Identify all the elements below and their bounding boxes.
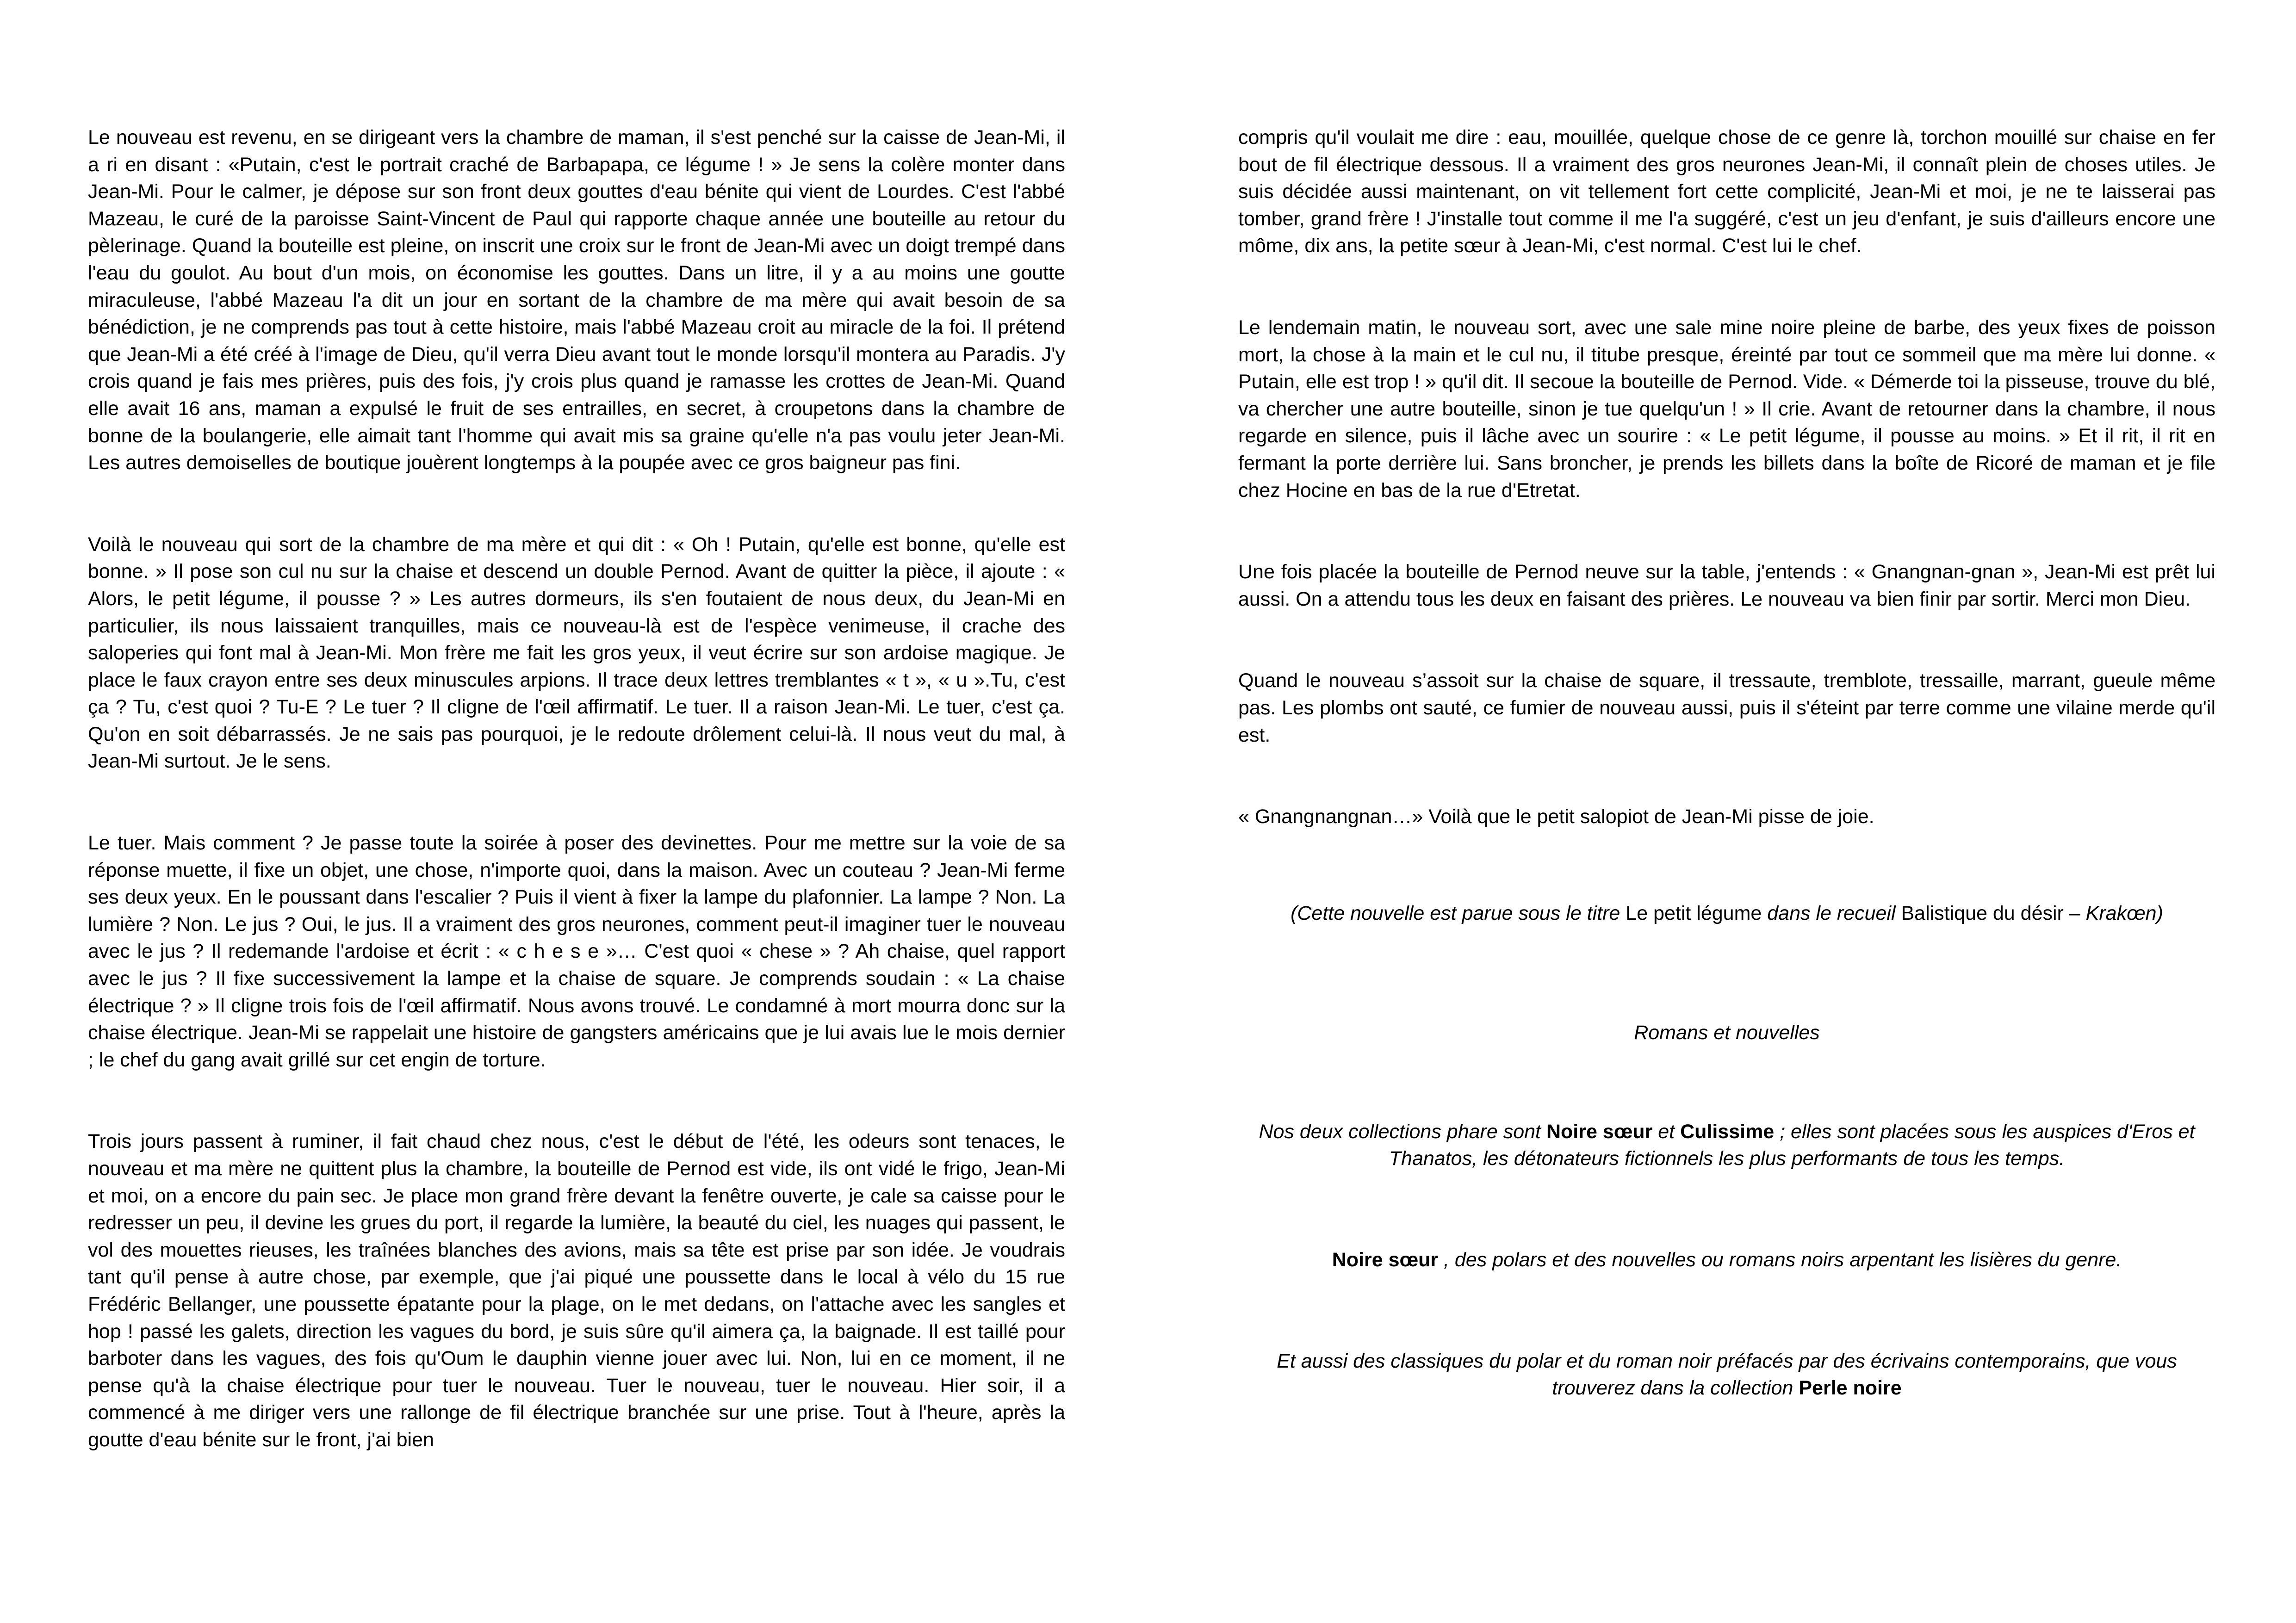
noire-soeur-rest: , des polars et des nouvelles ou romans noirs arpentant les lisières du genre. (1438, 1249, 2122, 1271)
left-paragraph-3: Le tuer. Mais comment ? Je passe toute la soirée à poser des devinettes. Pour me mettre sur la voie de sa réponse muette, il fixe un objet, une chose, n'importe quoi, dans la maison. Avec un couteau ? Jean-Mi ferme ses deux yeux. En le poussant dans l'escalier ? Puis il vient à fixer la lampe du plafonnier. La lampe ? Non. La lumière ? Non. Le jus ? Oui, le jus. Il a vraiment des gros neurones, comment peut-il imaginer tuer le nouveau avec le jus ? Il redemande l'ardoise et écrit : « c h e s e »… C'est quoi « chese » ? Ah chaise, quel rapport avec le jus ? Il fixe successivement la lampe et la chaise de square. Je comprends soudain : « La chaise électrique ? » Il cligne trois fois de l'œil affirmatif. Nous avons trouvé. Le condamné à mort mourra donc sur la chaise électrique. Jean-Mi se rappelait une histoire de gangsters américains que je lui avais lue le mois dernier ; le chef du gang avait grillé sur cet engin de torture. (88, 832, 1065, 1071)
romans-heading: Romans et nouvelles (1634, 1022, 1820, 1044)
left-paragraph-4: Trois jours passent à ruminer, il fait chaud chez nous, c'est le début de l'été, les odeurs sont tenaces, le nouveau et ma mère ne quittent plus la chambre, la bouteille de Pernod est vide, ils ont vidé le frigo, Jean-Mi et moi, on a encore du pain sec. Je place mon grand frère devant la fenêtre ouverte, je cale sa caisse pour le redresser un peu, il devine les grues du port, il regarde la lumière, la beauté du ciel, les nuages qui passent, le vol des mouettes rieuses, les traînées blanches des avions, mais sa tête est prise par son idée. Je voudrais tant qu'il pense à autre chose, par exemple, que j'ai piqué une poussette dans le local à vélo du 15 rue Frédéric Bellanger, une poussette épatante pour la plage, on le met dedans, on l'attache avec les sangles et hop ! passé les galets, direction les vagues du bord, je suis sûre qu'il aimera ça, la baignade. Il est taillé pour barboter dans les vagues, des fois qu'Oum le dauphin vienne jouer avec lui. Non, lui en ce moment, il ne pense qu'à la chaise électrique pour tuer le nouveau. Tuer le nouveau, tuer le nouveau. Hier soir, il a commencé à me diriger vers une rallonge de fil électrique branchée sur une prise. Tout à l'heure, après la goutte d'eau bénite sur le front, j'ai bien (88, 1130, 1065, 1451)
right-paragraph-2: Le lendemain matin, le nouveau sort, avec une sale mine noire pleine de barbe, des yeux fixes de poisson mort, la chose à la main et le cul nu, il titube presque, éreinté par tout ce sommeil que ma mère lui donne. « Putain, elle est trop ! » qu'il dit. Il secoue la bouteille de Pernod. Vide. « Démerde toi la pisseuse, trouve du blé, va chercher une autre bouteille, sinon je tue quelqu'un ! » Il crie. Avant de retourner dans la chambre, il nous regarde en silence, puis il lâche avec un sourire : « Le petit légume, il pousse au moins. » Et il rit, il rit en fermant la porte derrière lui. Sans broncher, je prends les billets dans la boîte de Ricoré de maman et je file chez Hocine en bas de la rue d'Etretat. (1238, 316, 2215, 502)
right-page (1238, 124, 2215, 1402)
collections-and: et (1652, 1120, 1681, 1143)
collections-intro: Nos deux collections phare sont (1259, 1120, 1546, 1143)
right-paragraph-1: compris qu'il voulait me dire : eau, mouillée, quelque chose de ce genre là, torchon mouillé sur chaise en fer bout de fil électrique dessous. Il a vraiment des gros neurones Jean-Mi, il connaît plein de choses utiles. Je suis décidée aussi maintenant, on vit tellement fort cette complicité, Jean-Mi et moi, je ne te laisserai pas tomber, grand frère ! J'installe tout comme il me l'a suggéré, c'est un jeu d'enfant, je suis d'ailleurs encore une môme, dix ans, la petite sœur à Jean-Mi, c'est normal. C'est lui le chef. (1238, 126, 2215, 257)
note-story-title: Le petit légume (1626, 902, 1762, 924)
right-paragraph-3: Une fois placée la bouteille de Pernod neuve sur la table, j'entends : « Gnangnan-gnan », Jean-Mi est prêt lui aussi. On a attendu tous les deux en faisant des prières. Le nouveau va bien finir par sortir. Merci mon Dieu. (1238, 561, 2215, 610)
right-paragraph-4: Quand le nouveau s’assoit sur la chaise de square, il tressaute, tremblote, tressaille, marrant, gueule même pas. Les plombs ont sauté, ce fumier de nouveau aussi, puis il s'éteint par terre comme une vilaine merde qu'il est. (1238, 669, 2215, 746)
note-dash: – (2063, 902, 2086, 924)
left-paragraph-2: Voilà le nouveau qui sort de la chambre de ma mère et qui dit : « Oh ! Putain, qu'elle est bonne, qu'elle est bonne. » Il pose son cul nu sur la chaise et descend un double Pernod. Avant de quitter la pièce, il ajoute : « Alors, le petit légume, il pousse ? » Les autres dormeurs, ils s'en foutaient de nous deux, du Jean-Mi en particulier, ils nous laissaient tranquilles, mais ce nouveau-là est de l'espèce venimeuse, il crache des saloperies qui font mal à Jean-Mi. Mon frère me fait les gros yeux, il veut écrire sur son ardoise magique. Je place le faux crayon entre ses deux minuscules arpions. Il trace deux lettres tremblantes « t », « u ».Tu, c'est ça ? Tu, c'est quoi ? Tu-E ? Le tuer ? Il cligne de l'œil affirmatif. Le tuer. Il a raison Jean-Mi. Le tuer, c'est ça. Qu'on en soit débarrassés. Je ne sais pas pourquoi, je le redoute drôlement celui-là. Il nous veut du mal, à Jean-Mi surtout. Je le sens. (88, 533, 1065, 773)
perle-noire-blurb (1238, 1348, 2215, 1402)
collections-rest: ; elles sont placées sous les auspices d'Eros et Thanatos, les détonateurs fictionnels les plus performants de tous les temps. (1389, 1120, 2195, 1170)
note-close: ) (2156, 902, 2163, 924)
publication-note (1238, 900, 2215, 927)
right-paragraph-5: « Gnangnangnan…» Voilà que le petit salopiot de Jean-Mi pisse de joie. (1238, 805, 1874, 828)
note-publisher: Krakœn (2085, 902, 2157, 924)
noire-soeur-name: Noire sœur (1332, 1249, 1439, 1271)
collection-name-culissime: Culissime (1680, 1120, 1775, 1143)
collections-blurb (1238, 1118, 2215, 1172)
perle-noire-text: Et aussi des classiques du polar et du roman noir préfacés par des écrivains contemporains, que vous trouverez dans la collection (1277, 1350, 2177, 1400)
note-collection-title: Balistique du désir (1901, 902, 2064, 924)
note-open: (Cette nouvelle est parue sous le titre (1291, 902, 1626, 924)
noire-soeur-blurb (1238, 1246, 2215, 1274)
left-paragraph-1: Le nouveau est revenu, en se dirigeant vers la chambre de maman, il s'est penché sur la caisse de Jean-Mi, il a ri en disant : «Putain, c'est le portrait craché de Barbapapa, ce légume ! » Je sens la colère monter dans Jean-Mi. Pour le calmer, je dépose sur son front deux gouttes d'eau bénite qui vient de Lourdes. C'est l'abbé Mazeau, le curé de la paroisse Saint-Vincent de Paul qui rapporte chaque année une bouteille au retour du pèlerinage. Quand la bouteille est pleine, on inscrit une croix sur le front de Jean-Mi avec un doigt trempé dans l'eau du goulot. Au bout d'un mois, on économise les gouttes. Dans un litre, il y a au moins une goutte miraculeuse, l'abbé Mazeau l'a dit un jour en sortant de la chambre de ma mère qui avait besoin de sa bénédiction, je ne comprends pas tout à cette histoire, mais l'abbé Mazeau croit au miracle de la foi. Il prétend que Jean-Mi a été créé à l'image de Dieu, qu'il verra Dieu avant tout le monde lorsqu'il montera au Paradis. J'y crois quand je fais mes prières, puis des fois, j'y crois plus quand je ramasse les crottes de Jean-Mi. Quand elle avait 16 ans, maman a expulsé le fruit de ses entrailles, en secret, à croupetons dans la chambre de bonne de la boulangerie, elle aimait tant l'homme qui avait mis sa graine qu'elle n'a pas voulu jeter Jean-Mi. Les autres demoiselles de boutique jouèrent longtemps à la poupée avec ce gros baigneur pas fini. (88, 126, 1065, 474)
note-mid: dans le recueil (1762, 902, 1901, 924)
left-page (88, 124, 1065, 1454)
collection-name-noire-soeur: Noire sœur (1546, 1120, 1653, 1143)
perle-noire-name: Perle noire (1799, 1377, 1902, 1400)
